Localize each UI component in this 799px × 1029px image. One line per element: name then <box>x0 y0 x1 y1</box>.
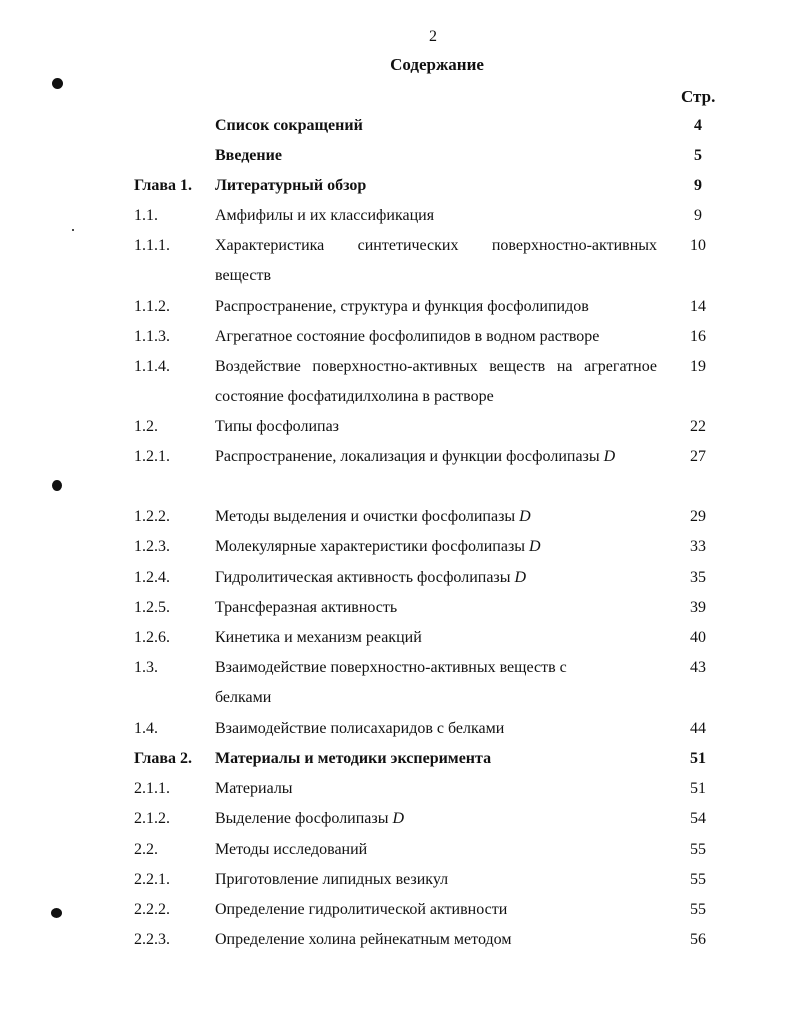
entry-number: 1.1.1. <box>134 237 170 254</box>
entry-page: 51 <box>690 780 706 797</box>
entry-number: 1.1. <box>134 207 158 224</box>
entry-label: Трансферазная активность <box>215 599 398 616</box>
binding-hole-mark <box>52 480 62 491</box>
entry-label: Характеристика синтетических поверхностно-активных веществ <box>215 237 657 284</box>
entry-number: 1.2.1. <box>134 448 170 465</box>
entry-page: 35 <box>690 569 706 586</box>
entry-number: 2.2. <box>134 841 158 858</box>
entry-label: Гидролитическая активность фосфолипазы D <box>215 569 527 586</box>
entry-label: Распространение, структура и функция фосфолипидов <box>215 298 589 315</box>
entry-label: Методы выделения и очистки фосфолипазы D <box>215 508 531 525</box>
entry-label: Кинетика и механизм реакций <box>215 629 422 646</box>
entry-page: 40 <box>690 629 706 646</box>
entry-label: Молекулярные характеристики фосфолипазы D <box>215 538 541 555</box>
page-number: 2 <box>429 28 437 45</box>
page-title: Содержание <box>390 55 484 74</box>
entry-number: 1.2. <box>134 418 158 435</box>
entry-label: Литературный обзор <box>215 177 367 194</box>
entry-page: 5 <box>694 147 702 164</box>
entry-page: 9 <box>694 177 702 194</box>
entry-page: 55 <box>690 841 706 858</box>
entry-number: 1.3. <box>134 659 158 676</box>
entry-page: 55 <box>690 871 706 888</box>
entry-label: Взаимодействие полисахаридов с белками <box>215 720 505 737</box>
entry-label: Воздействие поверхностно-активных веществ на агрегатное состояние фосфатидилхолина в растворе <box>215 358 657 405</box>
entry-number: Глава 2. <box>134 750 192 767</box>
entry-page: 19 <box>690 358 706 375</box>
entry-label: Определение гидролитической активности <box>215 901 508 918</box>
entry-number: 1.2.5. <box>134 599 170 616</box>
entry-page: 9 <box>694 207 702 224</box>
entry-label: Методы исследований <box>215 841 368 858</box>
entry-number: 2.1.1. <box>134 780 170 797</box>
entry-label: Материалы <box>215 780 293 797</box>
entry-page: 51 <box>690 750 706 767</box>
entry-page: 4 <box>694 117 702 134</box>
entry-page: 29 <box>690 508 706 525</box>
entry-number: 1.4. <box>134 720 158 737</box>
entry-number: 2.1.2. <box>134 810 170 827</box>
entry-number: 1.2.4. <box>134 569 170 586</box>
entry-label: Определение холина рейнекатным методом <box>215 931 512 948</box>
scan-speck <box>72 229 74 231</box>
entry-label: Амфифилы и их классификация <box>215 207 435 224</box>
entry-label: Введение <box>215 147 282 164</box>
entry-label: Материалы и методики эксперимента <box>215 750 492 767</box>
entry-label: Агрегатное состояние фосфолипидов в водном растворе <box>215 328 600 345</box>
entry-page: 16 <box>690 328 706 345</box>
entry-page: 44 <box>690 720 706 737</box>
entry-label: Приготовление липидных везикул <box>215 871 449 888</box>
entry-label: Типы фосфолипаз <box>215 418 339 435</box>
entry-number: 2.2.2. <box>134 901 170 918</box>
entry-page: 56 <box>690 931 706 948</box>
entry-label: Взаимодействие поверхностно-активных веществ с белками <box>215 659 567 706</box>
binding-hole-mark <box>52 78 63 89</box>
entry-number: 1.1.2. <box>134 298 170 315</box>
entry-page: 22 <box>690 418 706 435</box>
entry-page: 33 <box>690 538 706 555</box>
entry-label: Распространение, локализация и функции фосфолипазы D <box>215 448 616 465</box>
entry-number: 2.2.1. <box>134 871 170 888</box>
entry-page: 14 <box>690 298 706 315</box>
entry-label: Список сокращений <box>215 117 363 134</box>
entry-page: 39 <box>690 599 706 616</box>
entry-number: Глава 1. <box>134 177 192 194</box>
entry-number: 1.2.6. <box>134 629 170 646</box>
entry-page: 55 <box>690 901 706 918</box>
entry-number: 1.1.4. <box>134 358 170 375</box>
entry-number: 2.2.3. <box>134 931 170 948</box>
entry-number: 1.2.3. <box>134 538 170 555</box>
binding-hole-mark <box>51 908 62 918</box>
page-column-header: Стр. <box>681 87 716 106</box>
entry-number: 1.1.3. <box>134 328 170 345</box>
entry-page: 43 <box>690 659 706 676</box>
entry-page: 27 <box>690 448 706 465</box>
entry-number: 1.2.2. <box>134 508 170 525</box>
entry-page: 10 <box>690 237 706 254</box>
entry-page: 54 <box>690 810 706 827</box>
entry-label: Выделение фосфолипазы D <box>215 810 405 827</box>
